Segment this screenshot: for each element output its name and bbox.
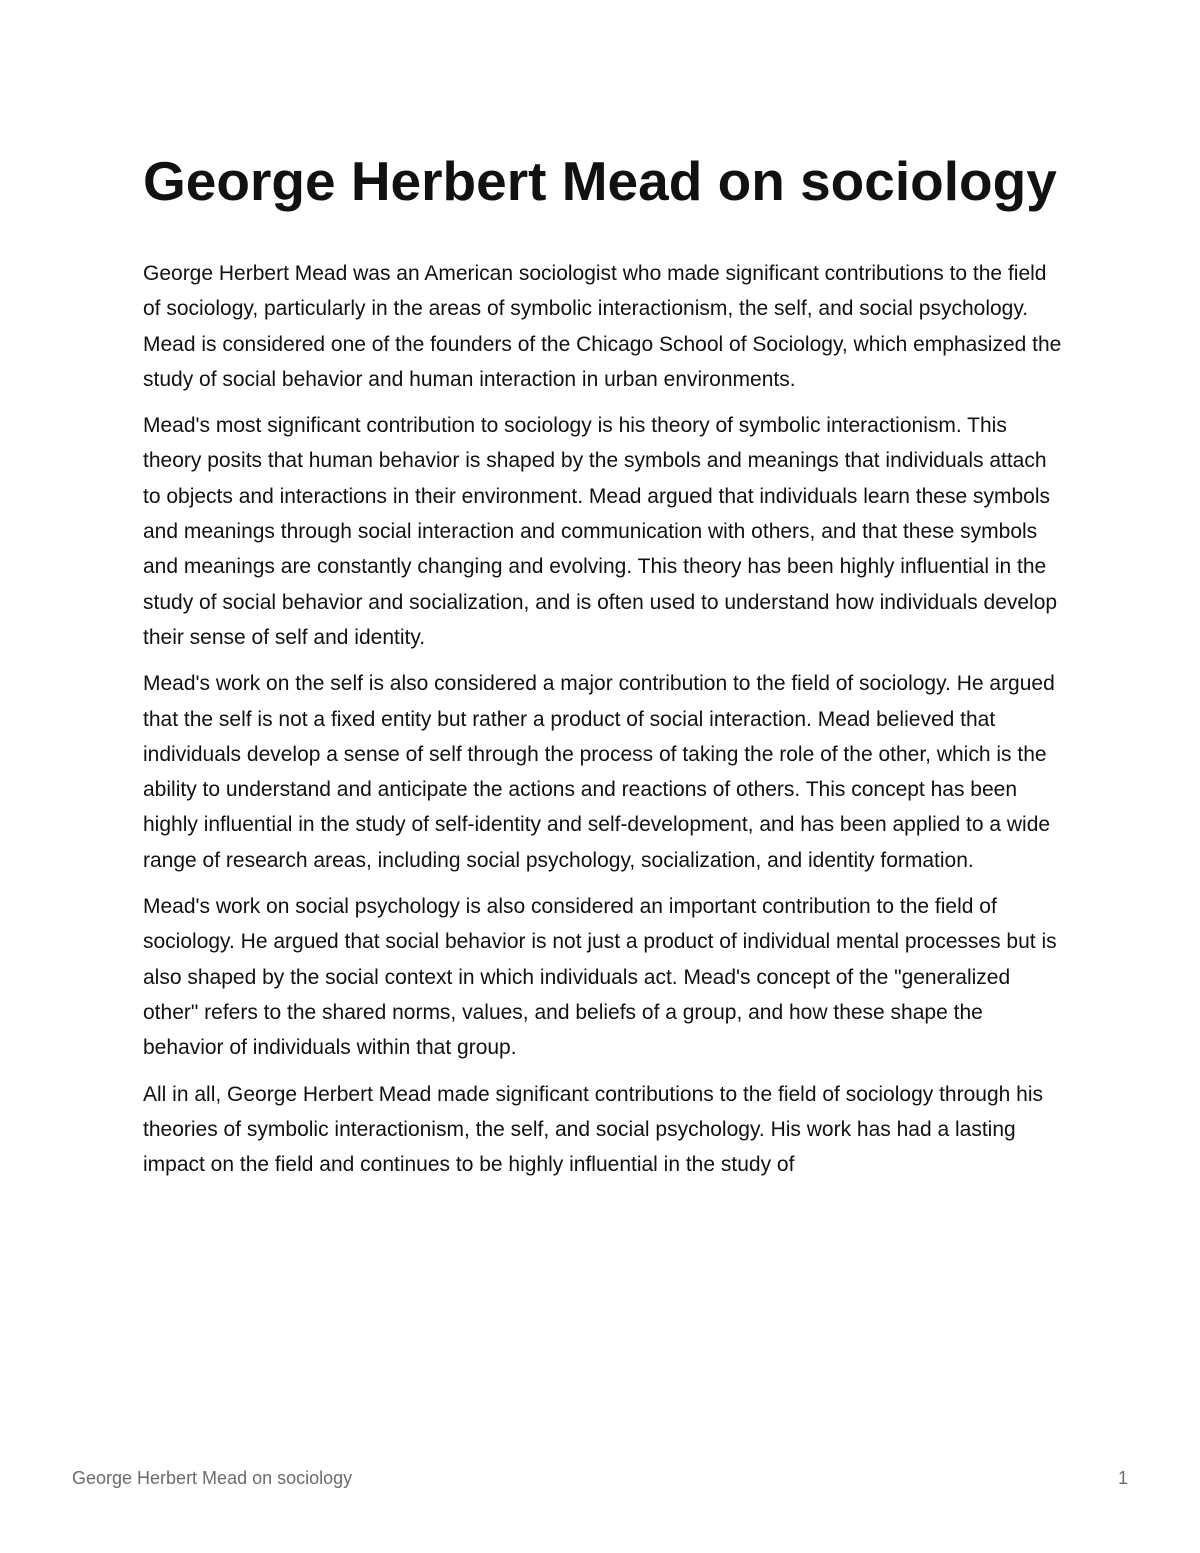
page-content xyxy=(143,148,1063,1193)
body-text xyxy=(143,256,1063,1182)
page-footer xyxy=(72,1465,1128,1491)
paragraph-3: Mead's work on the self is also considered a major contribution to the field of sociology. He argued that the self is not a fixed entity but rather a product of social interaction. Mead believed that individuals develop a sense of self through the process of taking the role of the other, which is the ability to understand and anticipate the actions and reactions of others. This concept has been highly influential in the study of self-identity and self-development, and has been applied to a wide range of research areas, including social psychology, socialization, and identity formation. xyxy=(143,672,1055,872)
paragraph-5: All in all, George Herbert Mead made significant contributions to the field of sociology through his theories of symbolic interactionism, the self, and social psychology. His work has had a lasting impact on the field and continues to be highly influential in the study of xyxy=(143,1082,1043,1177)
paragraph-4: Mead's work on social psychology is also considered an important contribution to the field of sociology. He argued that social behavior is not just a product of individual mental processes but is also shaped by the social context in which individuals act. Mead's concept of the "generalized other" refers to the shared norms, values, and beliefs of a group, and how these shape the behavior of individuals within that group. xyxy=(143,895,1057,1060)
footer-title: George Herbert Mead on sociology xyxy=(72,1468,353,1488)
paragraph-1: George Herbert Mead was an American sociologist who made significant contributions to the field of sociology, particularly in the areas of symbolic interactionism, the self, and social psychology. Mead is considered one of the founders of the Chicago School of Sociology, which emphasized the study of social behavior and human interaction in urban environments. xyxy=(143,262,1062,391)
page-title: George Herbert Mead on sociology xyxy=(143,150,1057,212)
paragraph-2: Mead's most significant contribution to sociology is his theory of symbolic interactionism. This theory posits that human behavior is shaped by the symbols and meanings that individuals attach to objects and interactions in their environment. Mead argued that individuals learn these symbols and meanings through social interaction and communication with others, and that these symbols and meanings are constantly changing and evolving. This theory has been highly influential in the study of social behavior and socialization, and is often used to understand how individuals develop their sense of self and identity. xyxy=(143,414,1058,649)
page-number: 1 xyxy=(1117,1468,1128,1488)
